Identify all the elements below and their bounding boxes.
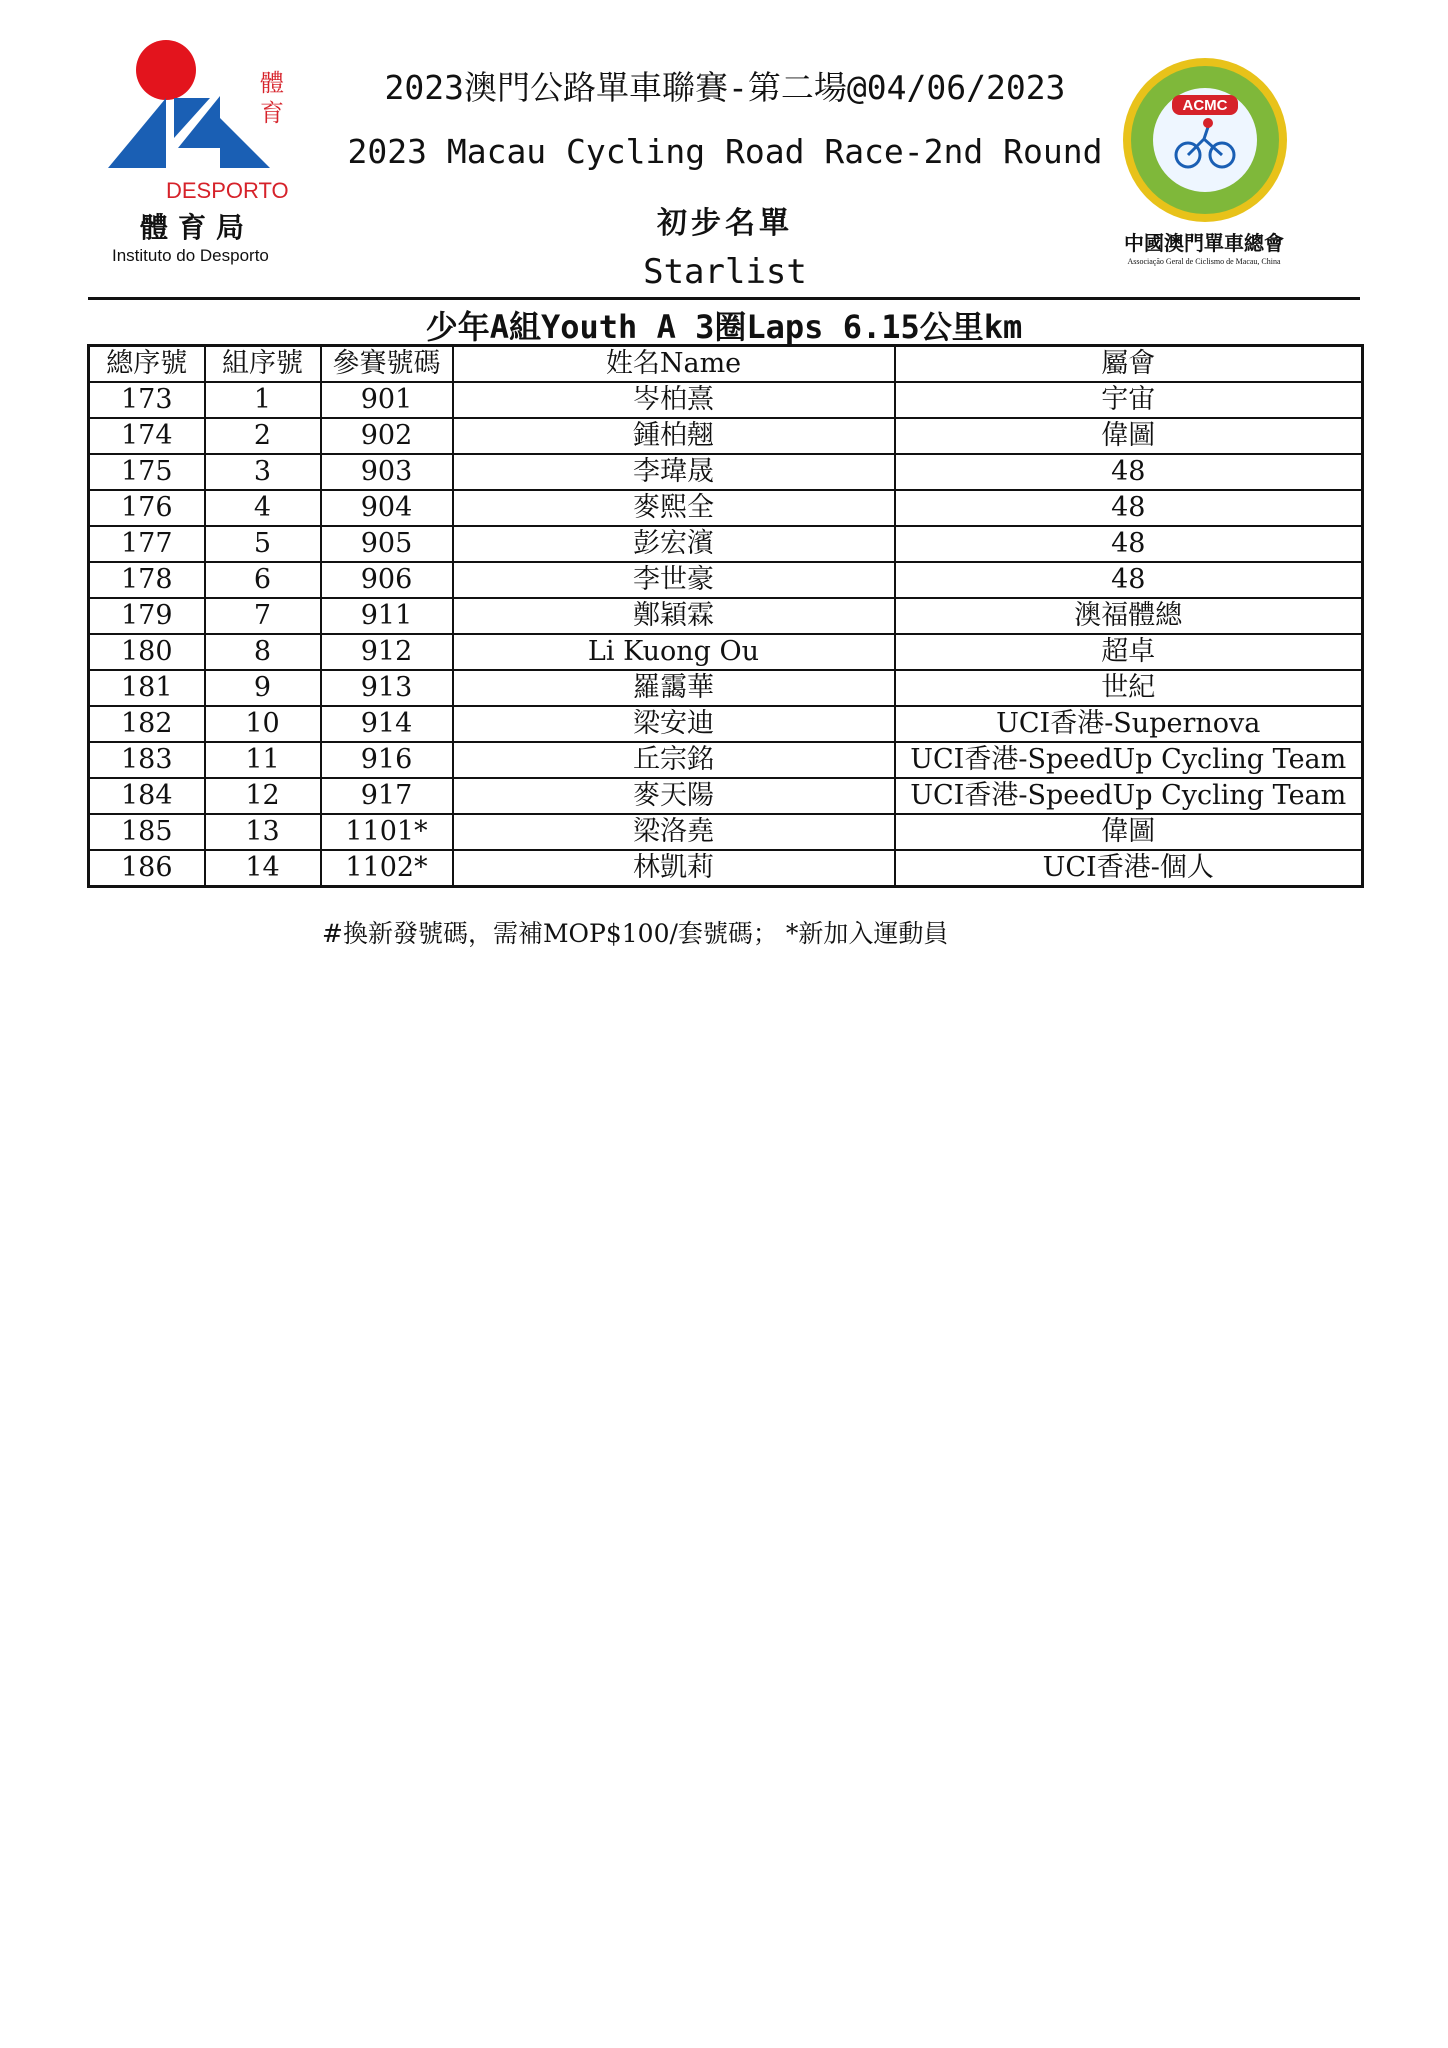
bib-no-cell: 1101*: [321, 814, 453, 850]
header-name: 姓名Name: [453, 346, 895, 383]
name-cell: 岑柏熹: [453, 382, 895, 418]
footnote: #換新發號碼，需補MOP$100/套號碼； *新加入運動員: [322, 919, 949, 948]
bib-no-cell: 917: [321, 778, 453, 814]
bib-no-cell: 914: [321, 706, 453, 742]
table-row: [89, 382, 1363, 418]
club-cell: UCI香港-Supernova: [895, 706, 1363, 742]
overall-no-cell: 185: [89, 814, 205, 850]
table-row: [89, 454, 1363, 490]
desporto-emblem-icon: [100, 38, 320, 198]
table-row: [89, 526, 1363, 562]
acmc-name-pt: Associação Geral de Ciclismo de Macau, China: [1127, 257, 1281, 266]
club-cell: 48: [895, 490, 1363, 526]
event-title-en: 2023 Macau Cycling Road Race-2nd Round: [347, 132, 1103, 171]
group-no-cell: 12: [205, 778, 321, 814]
table-row: [89, 562, 1363, 598]
acmc-name-cn: 中國澳門單車總會: [1124, 231, 1284, 255]
group-no-cell: 8: [205, 634, 321, 670]
name-cell: 彭宏濱: [453, 526, 895, 562]
table-row: [89, 778, 1363, 814]
table-row: [89, 490, 1363, 526]
name-cell: 梁洛堯: [453, 814, 895, 850]
name-cell: 羅靄華: [453, 670, 895, 706]
table-row: [89, 598, 1363, 634]
name-cell: 李世豪: [453, 562, 895, 598]
name-cell: 丘宗銘: [453, 742, 895, 778]
acmc-logo: [1100, 55, 1310, 275]
group-no-cell: 7: [205, 598, 321, 634]
club-cell: UCI香港-個人: [895, 850, 1363, 887]
club-cell: 世紀: [895, 670, 1363, 706]
overall-no-cell: 175: [89, 454, 205, 490]
group-no-cell: 13: [205, 814, 321, 850]
header-group-no: 組序號: [205, 346, 321, 383]
overall-no-cell: 176: [89, 490, 205, 526]
bib-no-cell: 916: [321, 742, 453, 778]
table-row: [89, 742, 1363, 778]
table-row: [89, 418, 1363, 454]
club-cell: 偉圖: [895, 814, 1363, 850]
club-cell: 48: [895, 526, 1363, 562]
overall-no-cell: 182: [89, 706, 205, 742]
header-divider: [88, 297, 1360, 300]
overall-no-cell: 181: [89, 670, 205, 706]
group-no-cell: 11: [205, 742, 321, 778]
overall-no-cell: 173: [89, 382, 205, 418]
bib-no-cell: 903: [321, 454, 453, 490]
bib-no-cell: 912: [321, 634, 453, 670]
page-header: [0, 0, 1448, 300]
name-cell: 麥天陽: [453, 778, 895, 814]
name-cell: 鍾柏翹: [453, 418, 895, 454]
event-title-cn: 2023澳門公路單車聯賽-第二場@04/06/2023: [384, 68, 1066, 107]
group-no-cell: 1: [205, 382, 321, 418]
acmc-badge-text: ACMC: [1182, 97, 1228, 114]
overall-no-cell: 183: [89, 742, 205, 778]
name-cell: 麥熙全: [453, 490, 895, 526]
sports-bureau-name-pt: Instituto do Desporto: [112, 246, 269, 265]
table-row: [89, 814, 1363, 850]
group-no-cell: 2: [205, 418, 321, 454]
table-row: [89, 670, 1363, 706]
header-bib-no: 參賽號碼: [321, 346, 453, 383]
club-cell: UCI香港-SpeedUp Cycling Team: [895, 742, 1363, 778]
group-no-cell: 10: [205, 706, 321, 742]
club-cell: UCI香港-SpeedUp Cycling Team: [895, 778, 1363, 814]
club-cell: 澳福體總: [895, 598, 1363, 634]
list-title-cn: 初步名單: [657, 206, 793, 241]
overall-no-cell: 180: [89, 634, 205, 670]
starlist-table: [87, 344, 1364, 888]
table-body: [89, 382, 1363, 887]
group-no-cell: 14: [205, 850, 321, 887]
overall-no-cell: 184: [89, 778, 205, 814]
name-cell: 鄭穎霖: [453, 598, 895, 634]
overall-no-cell: 186: [89, 850, 205, 887]
acmc-emblem-icon: [1100, 55, 1310, 225]
overall-no-cell: 174: [89, 418, 205, 454]
bib-no-cell: 905: [321, 526, 453, 562]
sports-bureau-logo: [100, 38, 320, 268]
club-cell: 48: [895, 562, 1363, 598]
name-cell: Li Kuong Ou: [453, 634, 895, 670]
table-header-row: [89, 346, 1363, 383]
bib-no-cell: 911: [321, 598, 453, 634]
bib-no-cell: 913: [321, 670, 453, 706]
list-title-en: Starlist: [643, 252, 807, 292]
name-cell: 林凱莉: [453, 850, 895, 887]
bib-no-cell: 904: [321, 490, 453, 526]
table-row: [89, 706, 1363, 742]
name-cell: 梁安迪: [453, 706, 895, 742]
header-club: 屬會: [895, 346, 1363, 383]
club-cell: 超卓: [895, 634, 1363, 670]
club-cell: 48: [895, 454, 1363, 490]
group-no-cell: 4: [205, 490, 321, 526]
group-no-cell: 6: [205, 562, 321, 598]
table-row: [89, 634, 1363, 670]
sports-bureau-name-cn: 體育局: [140, 211, 255, 244]
bib-no-cell: 902: [321, 418, 453, 454]
logo-vertical-text: 體 育: [260, 69, 284, 127]
bib-no-cell: 906: [321, 562, 453, 598]
overall-no-cell: 178: [89, 562, 205, 598]
desporto-label: DESPORTO: [166, 178, 289, 203]
overall-no-cell: 179: [89, 598, 205, 634]
name-cell: 李瑋晟: [453, 454, 895, 490]
bib-no-cell: 901: [321, 382, 453, 418]
header-overall-no: 總序號: [89, 346, 205, 383]
bib-no-cell: 1102*: [321, 850, 453, 887]
category-heading: 少年A組Youth A 3圈Laps 6.15公里km: [425, 308, 1023, 346]
group-no-cell: 3: [205, 454, 321, 490]
overall-no-cell: 177: [89, 526, 205, 562]
club-cell: 偉圖: [895, 418, 1363, 454]
club-cell: 宇宙: [895, 382, 1363, 418]
table-row: [89, 850, 1363, 887]
group-no-cell: 9: [205, 670, 321, 706]
group-no-cell: 5: [205, 526, 321, 562]
